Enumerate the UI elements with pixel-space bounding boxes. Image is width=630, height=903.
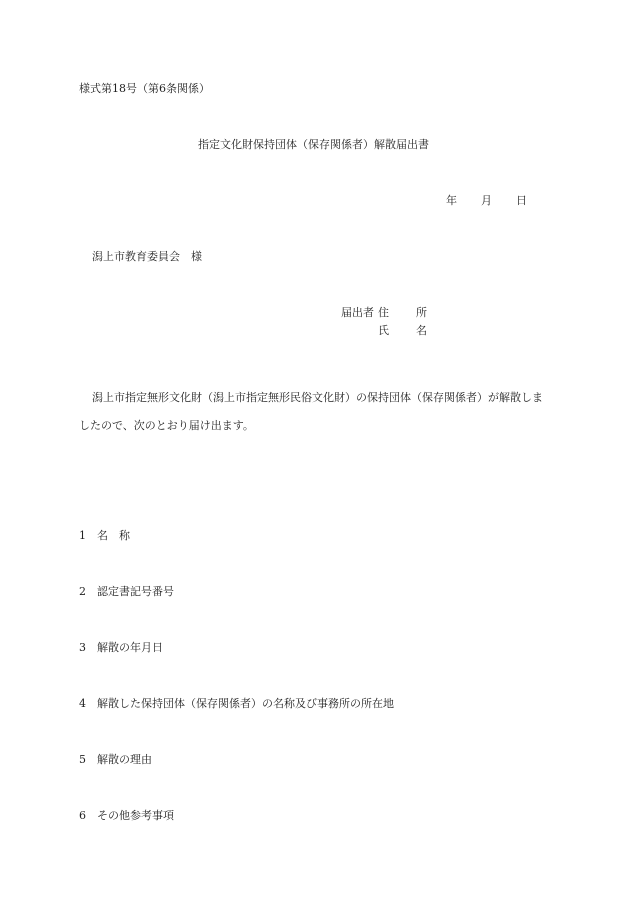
address-label: 住 所 [378, 306, 435, 319]
item-label: 解散の年月日 [97, 641, 163, 654]
list-item [79, 586, 174, 597]
item-label: 解散した保持団体（保存関係者）の名称及び事務所の所在地 [97, 697, 394, 710]
form-number: 様式第18号（第6条関係） [79, 82, 210, 95]
body-line-2: したので、次のとおり届け出ます。 [79, 419, 254, 432]
list-item [79, 698, 394, 709]
notifier-label: 届出者 [341, 306, 374, 319]
date-year-label: 年 [446, 194, 457, 207]
list-item [79, 530, 130, 541]
name-label: 氏 名 [378, 324, 435, 337]
document-title: 指定文化財保持団体（保存関係者）解散届出書 [198, 138, 429, 151]
item-number: 3 [79, 641, 86, 654]
item-number: 6 [79, 809, 86, 822]
body-line-1: 潟上市指定無形文化財（潟上市指定無形民俗文化財）の保持団体（保存関係者）が解散しま [92, 391, 543, 404]
list-item [79, 642, 163, 653]
notifier-block [330, 307, 435, 343]
item-label: 解散の理由 [97, 753, 152, 766]
item-label: その他参考事項 [97, 809, 174, 822]
date-line [446, 195, 527, 206]
item-number: 5 [79, 753, 86, 766]
list-item [79, 810, 174, 821]
list-item [79, 754, 152, 765]
date-day-label: 日 [516, 194, 527, 207]
body-text [79, 384, 559, 440]
item-number: 1 [79, 529, 86, 542]
item-label: 名 称 [97, 529, 130, 542]
item-number: 2 [79, 585, 86, 598]
item-number: 4 [79, 697, 86, 710]
item-label: 認定書記号番号 [97, 585, 174, 598]
date-month-label: 月 [481, 194, 492, 207]
addressee: 潟上市教育委員会 様 [92, 250, 202, 263]
